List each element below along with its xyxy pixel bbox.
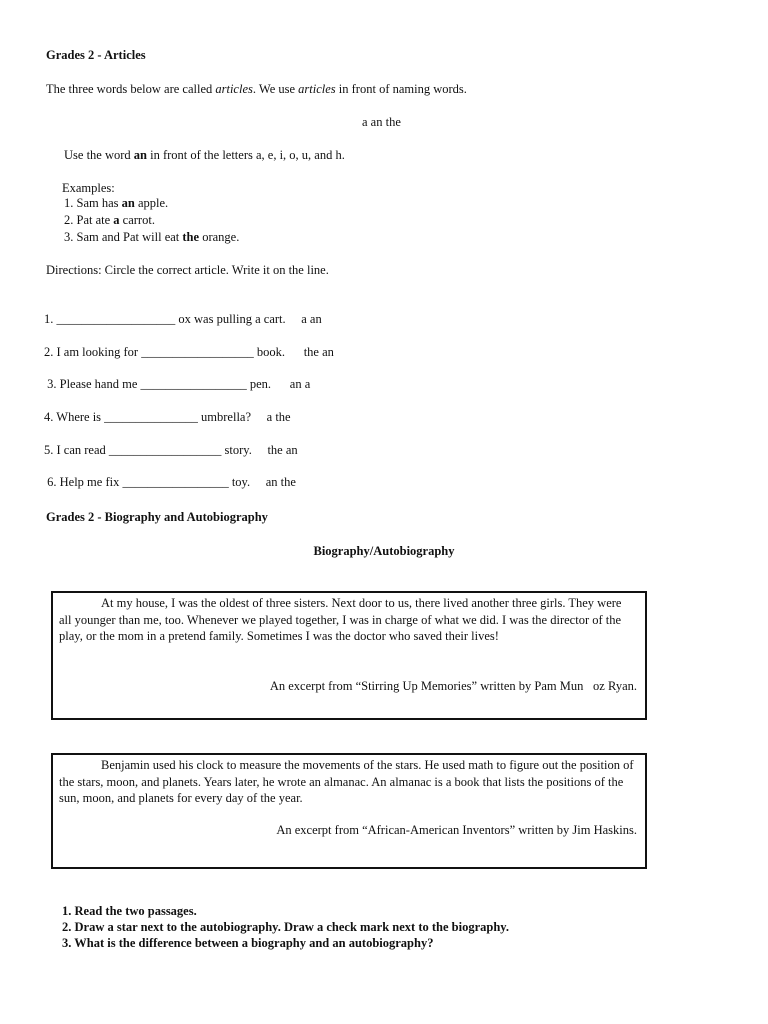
passage-text: At my house, I was the oldest of three sisters. Next door to us, there lived another three girls. They were all younger than me, too. Whenever we played together, I was in charge of what we did. I was the director of the play, or the mom in a pretend family. Sometimes I was the doctor who saved their lives! (59, 596, 622, 643)
question-2: 2. Draw a star next to the autobiography. Draw a check mark next to the biography. (62, 920, 509, 934)
passage-text: Benjamin used his clock to measure the movements of the stars. He used math to figure out the position of the stars, moon, and planets. Years later, he wrote an almanac. An almanac is a book that lists the positions of the sun, moon, and planets for every day of the year. (59, 758, 634, 805)
article-words: a an the (362, 115, 401, 129)
passage-attribution: An excerpt from “African-American Inventors” written by Jim Haskins. (276, 823, 637, 837)
exercise-6: 6. Help me fix _________________ toy. an the (44, 475, 296, 489)
example-item: 1. Sam has an apple. (64, 196, 169, 210)
examples-label: Examples: (62, 181, 115, 195)
passage-attribution: An excerpt from “Stirring Up Memories” written by Pam Mun oz Ryan. (269, 679, 637, 693)
biography-heading: Grades 2 - Biography and Autobiography (46, 510, 268, 524)
example-item: 3. Sam and Pat will eat the orange. (64, 230, 240, 244)
exercise-5: 5. I can read __________________ story. the an (44, 443, 298, 457)
articles-heading: Grades 2 - Articles (46, 48, 146, 62)
question-3: 3. What is the difference between a biography and an autobiography? (62, 936, 434, 950)
articles-intro: The three words below are called articles. We use articles in front of naming words. (46, 82, 467, 96)
question-1: 1. Read the two passages. (62, 904, 197, 918)
an-rule: Use the word an in front of the letters a, e, i, o, u, and h. (64, 148, 345, 162)
passage-box-autobiography (51, 591, 647, 720)
passage-box-biography (51, 753, 647, 869)
exercise-3: 3. Please hand me _________________ pen. an a (44, 377, 311, 391)
biography-subheading: Biography/Autobiography (313, 544, 455, 558)
directions: Directions: Circle the correct article. Write it on the line. (46, 263, 329, 277)
exercise-4: 4. Where is _______________ umbrella? a the (44, 410, 291, 424)
exercise-1: 1. ___________________ ox was pulling a cart. a an (44, 312, 322, 326)
exercise-2: 2. I am looking for __________________ book. the an (44, 345, 334, 359)
example-item: 2. Pat ate a carrot. (64, 213, 155, 227)
